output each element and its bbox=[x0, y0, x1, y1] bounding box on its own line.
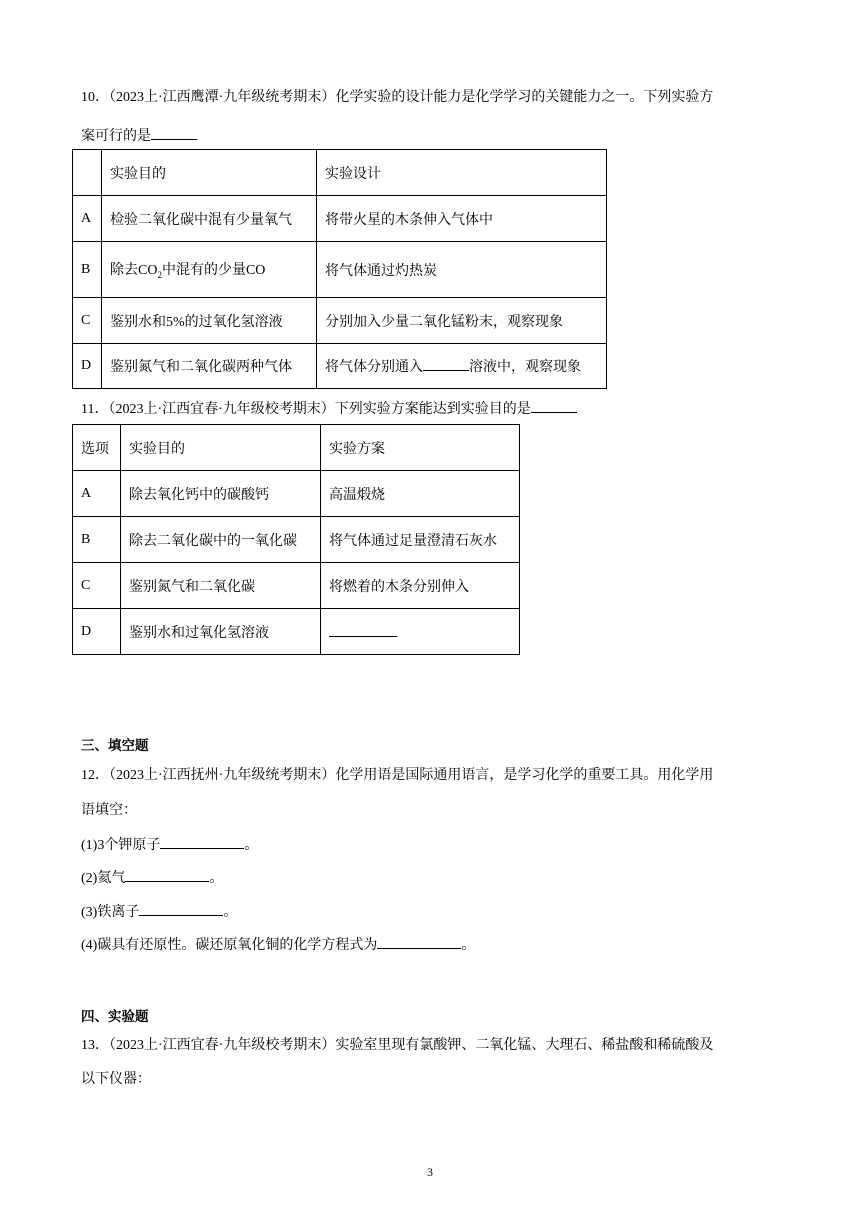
q10-row-a-goal: 检验二氧化碳中混有少量氧气 bbox=[102, 196, 317, 242]
q12-item-3 bbox=[81, 901, 237, 923]
q10-row-b-goal-sub: 2 bbox=[157, 269, 162, 280]
q10-row-b-goal-pre: 除去CO bbox=[110, 263, 158, 279]
q12-item-3-text: (3)铁离子 bbox=[81, 905, 140, 920]
q10-row-d-design-pre: 将气体分别通入 bbox=[325, 360, 423, 375]
q10-row-d-label: D bbox=[73, 344, 102, 389]
q11-answer-blank[interactable] bbox=[531, 398, 577, 413]
q13-stem-line2: 以下仪器： bbox=[81, 1072, 151, 1087]
q11-header-label: 选项 bbox=[73, 425, 121, 471]
q12-item-2-blank[interactable] bbox=[125, 867, 209, 882]
q11-table bbox=[72, 424, 520, 655]
q12-item-3-end: 。 bbox=[223, 905, 238, 920]
q10-row-d-blank[interactable] bbox=[423, 356, 469, 371]
q12-item-2-text: (2)氦气 bbox=[81, 871, 126, 886]
page-number: 3 bbox=[427, 1165, 433, 1179]
section3-title: 三、填空题 bbox=[81, 738, 149, 754]
q11-row-c-goal: 鉴别氮气和二氧化碳 bbox=[121, 563, 321, 609]
table-row bbox=[73, 196, 607, 242]
q12-item-1 bbox=[81, 834, 258, 856]
q10-stem-line1: 10．（2023上·江西鹰潭·九年级统考期末）化学实验的设计能力是化学学习的关键能力之一。下列实验方 bbox=[81, 90, 714, 105]
q12-item-1-text: (1)3个钾原子 bbox=[81, 838, 161, 853]
section4-title: 四、实验题 bbox=[81, 1009, 149, 1025]
q11-header-goal: 实验目的 bbox=[121, 425, 321, 471]
q10-row-c-goal: 鉴别水和5%的过氧化氢溶液 bbox=[102, 298, 317, 344]
table-row bbox=[73, 563, 520, 609]
q10-row-d-design-post: 溶液中，观察现象 bbox=[469, 360, 581, 375]
q10-row-a-design: 将带火星的木条伸入气体中 bbox=[317, 196, 607, 242]
q12-item-1-end: 。 bbox=[244, 838, 259, 853]
q11-row-a-plan: 高温煅烧 bbox=[321, 471, 520, 517]
q10-row-c-label: C bbox=[73, 298, 102, 344]
q11-row-c-label: C bbox=[73, 563, 121, 609]
q11-stem-line1 bbox=[81, 398, 577, 420]
q11-row-d-blank[interactable] bbox=[329, 622, 397, 637]
q12-item-2-end: 。 bbox=[209, 871, 224, 886]
table-row bbox=[73, 298, 607, 344]
q10-row-d-design bbox=[317, 344, 607, 389]
table-row bbox=[73, 471, 520, 517]
q12-item-4-text: (4)碳具有还原性。碳还原氧化铜的化学方程式为 bbox=[81, 938, 378, 953]
q13-stem-line1: 13．（2023上·江西宜春·九年级校考期末）实验室里现有氯酸钾、二氧化锰、大理石、稀盐酸和稀硫酸及 bbox=[81, 1038, 714, 1053]
q10-row-a-label: A bbox=[73, 196, 102, 242]
q12-item-4 bbox=[81, 934, 475, 956]
q11-row-d-plan bbox=[321, 609, 520, 655]
q11-stem-text: 11．（2023上·江西宜春·九年级校考期末）下列实验方案能达到实验目的是 bbox=[81, 402, 531, 417]
q12-stem-line1: 12．（2023上·江西抚州·九年级统考期末）化学用语是国际通用语言，是学习化学的重要工具。用化学用 bbox=[81, 768, 714, 783]
q10-row-d-goal: 鉴别氮气和二氧化碳两种气体 bbox=[102, 344, 317, 389]
table-row bbox=[73, 425, 520, 471]
q12-item-3-blank[interactable] bbox=[139, 901, 223, 916]
q11-header-plan: 实验方案 bbox=[321, 425, 520, 471]
q12-stem-line2: 语填空： bbox=[81, 803, 137, 818]
q11-row-b-label: B bbox=[73, 517, 121, 563]
q10-row-b-goal-post: 中混有的少量CO bbox=[161, 263, 266, 279]
q10-header-design: 实验设计 bbox=[317, 150, 607, 196]
table-row bbox=[73, 242, 607, 298]
q11-row-a-label: A bbox=[73, 471, 121, 517]
q12-item-1-blank[interactable] bbox=[160, 834, 244, 849]
q11-row-d-goal: 鉴别水和过氧化氢溶液 bbox=[121, 609, 321, 655]
table-row bbox=[73, 517, 520, 563]
q10-row-c-design: 分别加入少量二氧化锰粉末，观察现象 bbox=[317, 298, 607, 344]
q10-row-b-goal bbox=[102, 242, 317, 298]
q10-header-goal: 实验目的 bbox=[102, 150, 317, 196]
q12-item-4-blank[interactable] bbox=[377, 934, 461, 949]
q10-row-b-design: 将气体通过灼热炭 bbox=[317, 242, 607, 298]
table-row bbox=[73, 150, 607, 196]
q10-stem-line2 bbox=[81, 125, 197, 147]
q11-row-c-plan: 将燃着的木条分别伸入 bbox=[321, 563, 520, 609]
table-row bbox=[73, 609, 520, 655]
q10-header-label bbox=[73, 150, 102, 196]
q12-item-2 bbox=[81, 867, 223, 889]
q10-table bbox=[72, 149, 607, 389]
table-row bbox=[73, 344, 607, 389]
q12-item-4-end: 。 bbox=[461, 938, 476, 953]
q11-row-a-goal: 除去氧化钙中的碳酸钙 bbox=[121, 471, 321, 517]
q11-row-b-goal: 除去二氧化碳中的一氧化碳 bbox=[121, 517, 321, 563]
q10-answer-blank[interactable] bbox=[151, 125, 197, 140]
q11-row-b-plan: 将气体通过足量澄清石灰水 bbox=[321, 517, 520, 563]
q10-stem-text: 案可行的是 bbox=[81, 129, 151, 144]
q11-row-d-label: D bbox=[73, 609, 121, 655]
q10-row-b-label: B bbox=[73, 242, 102, 298]
